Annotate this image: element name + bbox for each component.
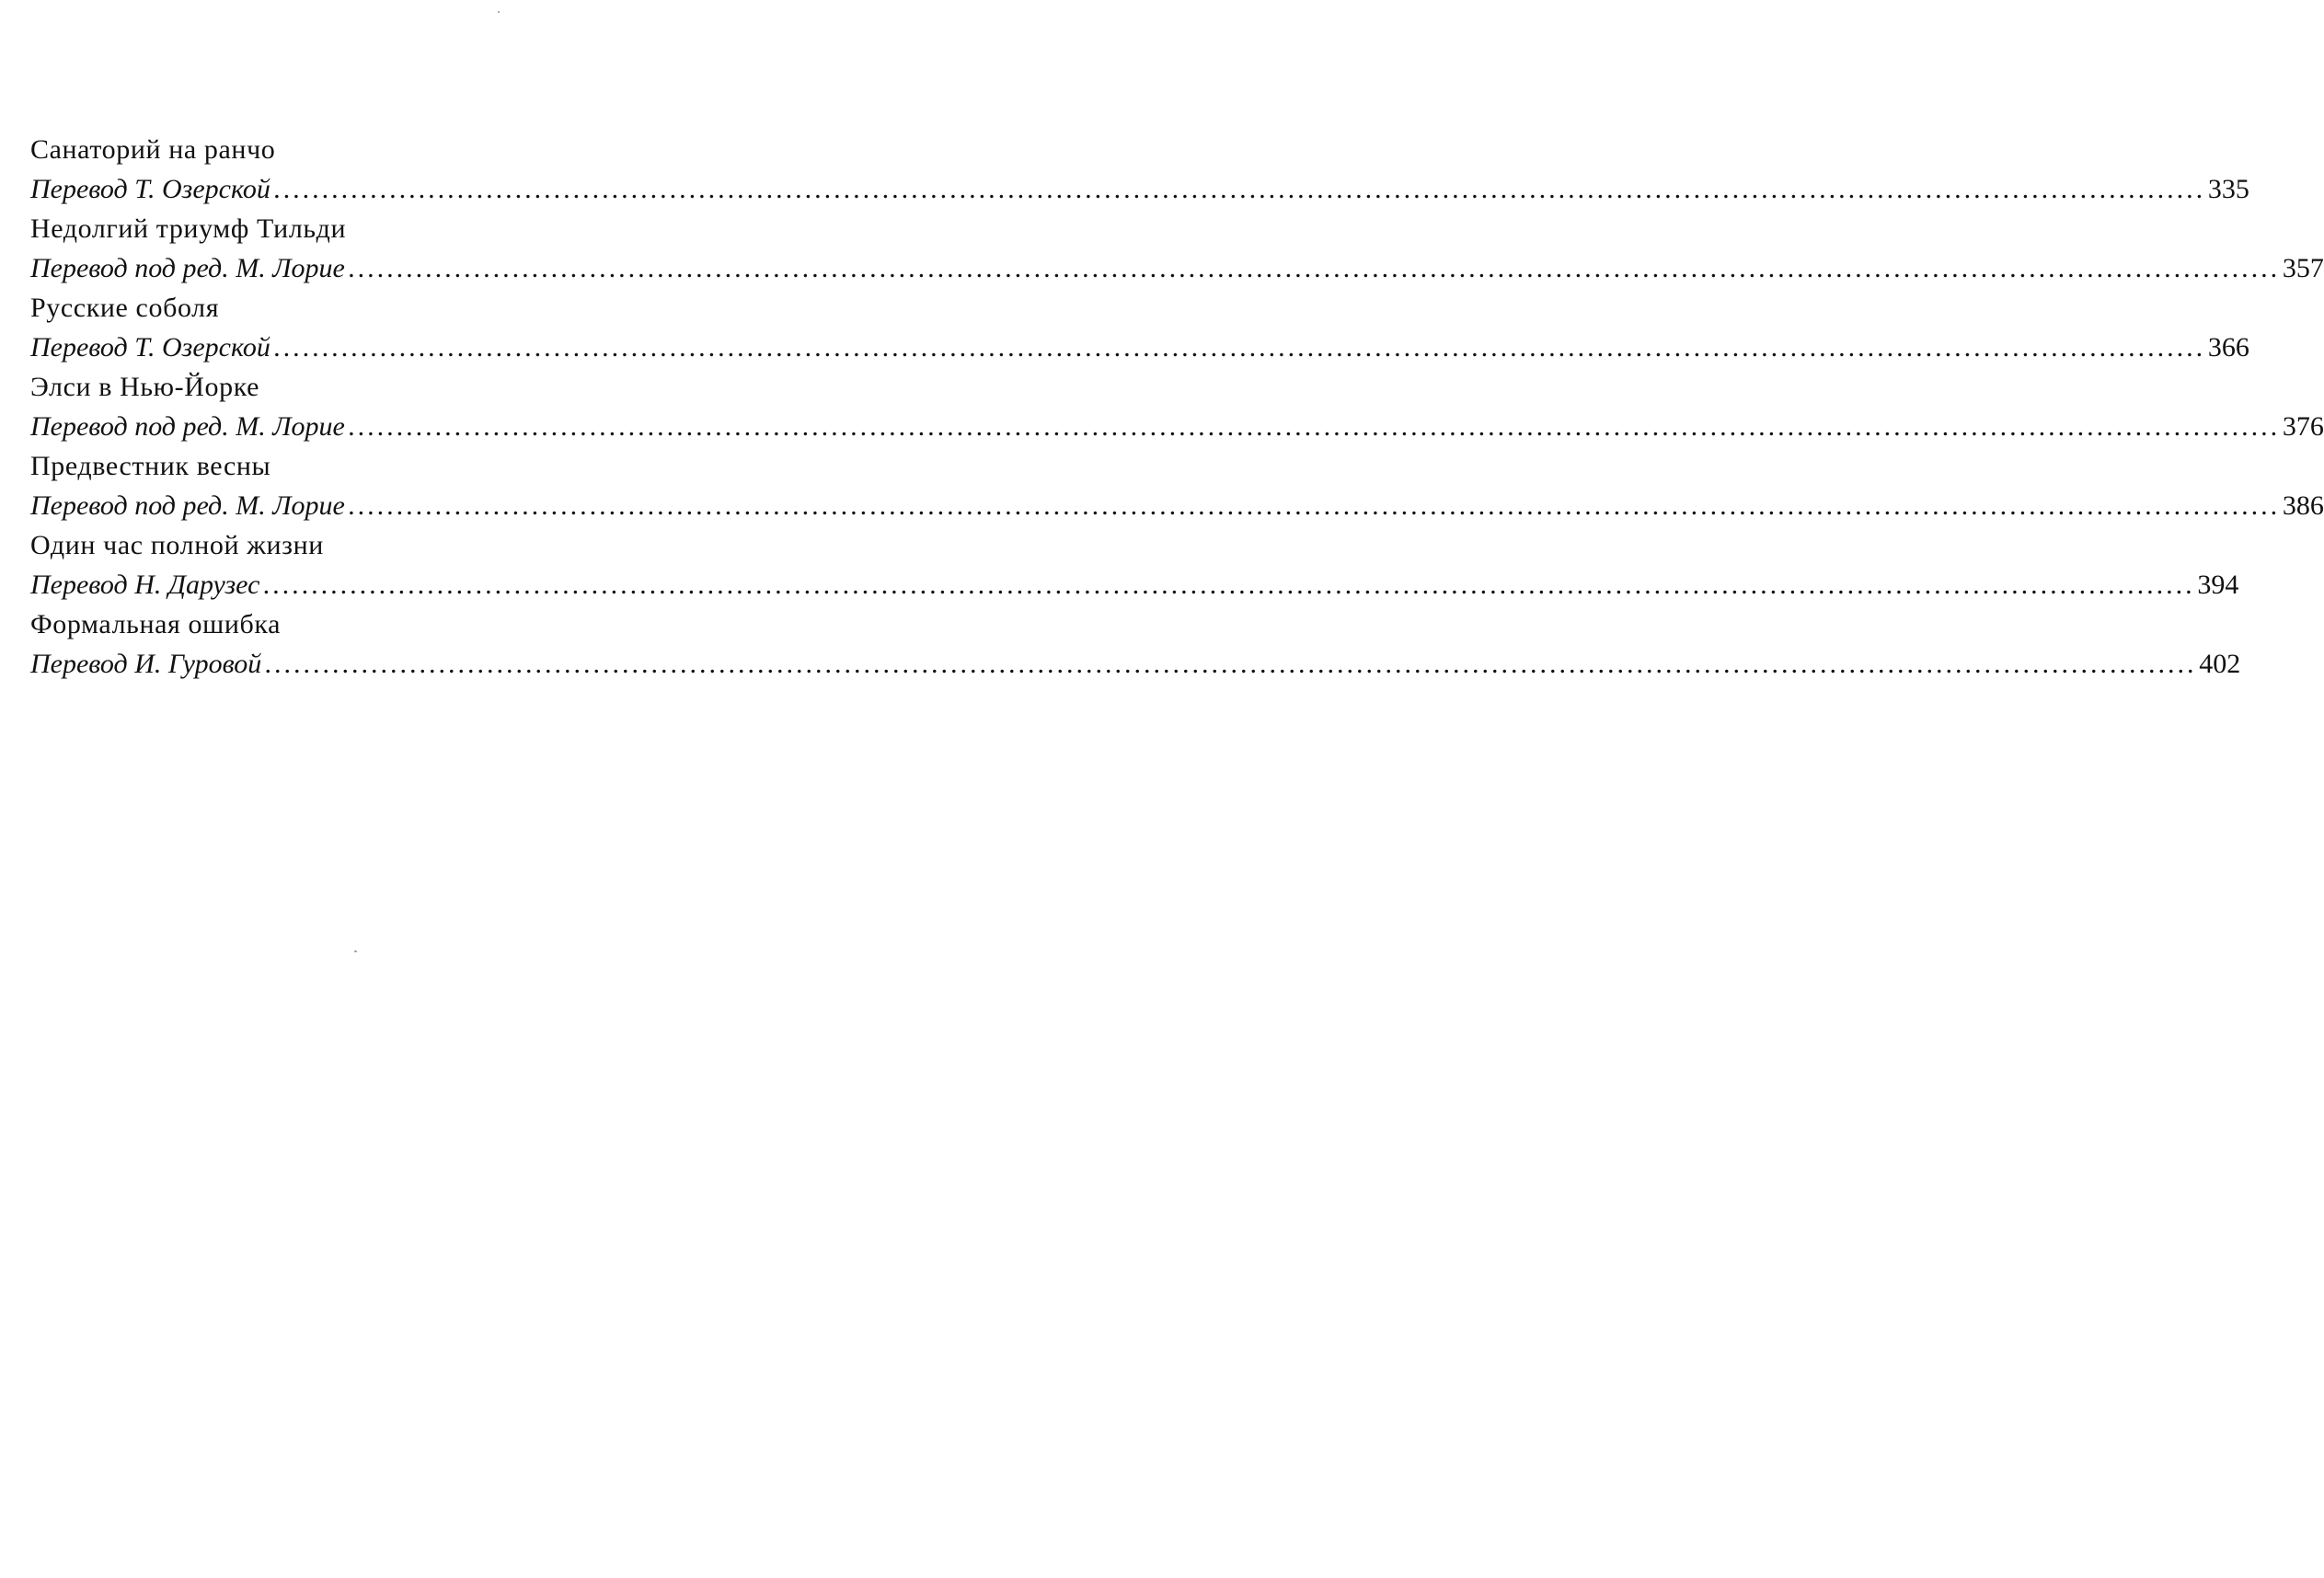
translator-credit: Перевод И. Гуровой xyxy=(30,649,262,679)
toc-entry xyxy=(30,446,2324,525)
table-of-contents xyxy=(30,130,2324,684)
translator-credit: Перевод Н. Дарузес xyxy=(30,570,260,600)
page-number: 386 xyxy=(2282,490,2324,521)
dot-leader: ........................................................................................................................................................................................................ xyxy=(348,490,2281,521)
story-title: Предвестник весны xyxy=(30,451,271,481)
toc-entry xyxy=(30,130,2249,209)
translator-line xyxy=(30,328,2249,367)
toc-entry xyxy=(30,367,2324,446)
page-number: 402 xyxy=(2199,649,2241,679)
dot-leader: ........................................................................................................................................................................................................ xyxy=(348,253,2281,283)
translator-line xyxy=(30,169,2249,209)
toc-entry xyxy=(30,605,2241,684)
translator-credit: Перевод Т. Озерской xyxy=(30,332,270,363)
page-number: 366 xyxy=(2207,332,2249,363)
story-title: Формальная ошибка xyxy=(30,609,281,639)
toc-entry xyxy=(30,525,2239,605)
story-title: Недолгий триумф Тильди xyxy=(30,213,347,244)
toc-entry xyxy=(30,209,2324,288)
page-number: 335 xyxy=(2207,174,2249,204)
story-title: Русские соболя xyxy=(30,293,220,323)
translator-credit: Перевод Т. Озерской xyxy=(30,174,270,204)
translator-line xyxy=(30,644,2241,684)
translator-line xyxy=(30,407,2324,446)
translator-credit: Перевод под ред. М. Лорие xyxy=(30,490,345,521)
dot-leader: ........................................................................................................................................................................................................ xyxy=(263,570,2196,600)
dot-leader: ........................................................................................................................................................................................................ xyxy=(273,174,2206,204)
dot-leader: ........................................................................................................................................................................................................ xyxy=(348,411,2281,442)
translator-line xyxy=(30,565,2239,605)
translator-line xyxy=(30,486,2324,525)
dot-leader: ........................................................................................................................................................................................................ xyxy=(273,332,2206,363)
scan-speck xyxy=(498,11,500,13)
story-title: Один час полной жизни xyxy=(30,530,324,560)
scan-speck xyxy=(354,950,357,952)
translator-credit: Перевод под ред. М. Лорие xyxy=(30,411,345,442)
story-title: Элси в Нью-Йорке xyxy=(30,372,260,402)
translator-line xyxy=(30,248,2324,288)
page-number: 394 xyxy=(2197,570,2239,600)
toc-entry xyxy=(30,288,2249,367)
page-number: 376 xyxy=(2282,411,2324,442)
dot-leader: ........................................................................................................................................................................................................ xyxy=(265,649,2198,679)
page-number: 357 xyxy=(2282,253,2324,283)
story-title: Санаторий на ранчо xyxy=(30,134,276,165)
translator-credit: Перевод под ред. М. Лорие xyxy=(30,253,345,283)
